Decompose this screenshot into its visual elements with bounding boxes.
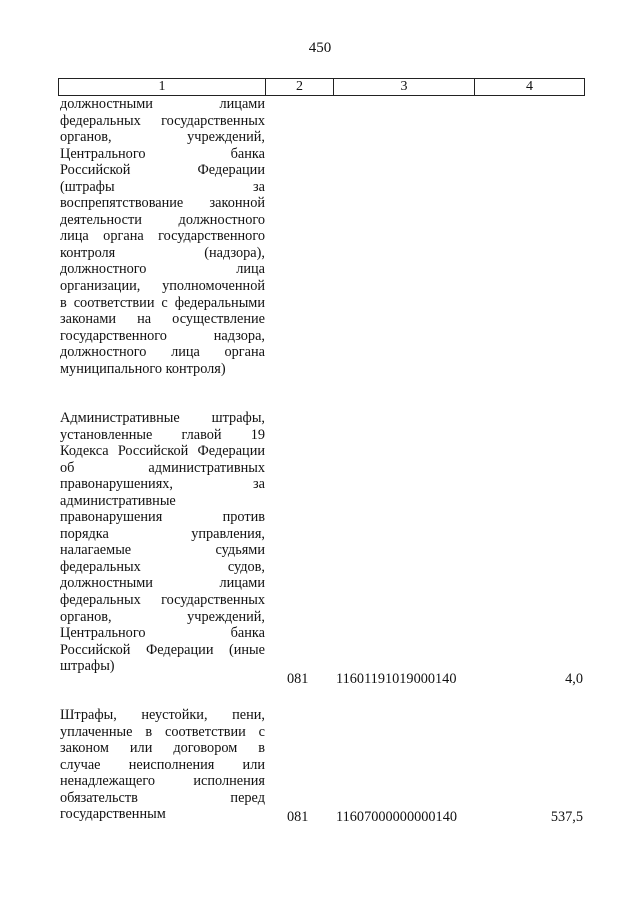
page-number: 450 <box>308 40 332 56</box>
amount: 4,0 <box>565 671 583 687</box>
description-line: государственным <box>60 806 166 823</box>
column-header-2: 2 <box>266 79 334 96</box>
column-header-3: 3 <box>334 79 475 96</box>
description-line: должностного лица <box>60 261 265 278</box>
description-line: налагаемые судьями <box>60 542 265 559</box>
description-line: организации, уполномоченной <box>60 278 265 295</box>
amount: 537,5 <box>550 809 583 825</box>
row-description <box>60 410 265 675</box>
description-line: (штрафы за <box>60 178 265 195</box>
description-line: Центрального банка <box>60 625 265 642</box>
description-line: случае неисполнения или <box>60 756 265 773</box>
admin-code: 081 <box>287 809 309 825</box>
table-header <box>58 78 585 96</box>
admin-code: 081 <box>287 671 309 687</box>
row-description <box>60 96 265 377</box>
description-line: об административных <box>60 459 265 476</box>
description-line: Административные штрафы, <box>60 410 265 426</box>
description-line: порядка управления, <box>60 525 265 542</box>
description-line: Российской Федерации <box>60 162 265 179</box>
description-line: деятельности должностного <box>60 211 265 228</box>
kbk-code: 11607000000000140 <box>336 809 457 825</box>
description-line: контроля (надзора), <box>60 244 265 261</box>
description-line: лица органа государственного <box>60 228 265 245</box>
description-line: органов, учреждений, <box>60 608 265 625</box>
description-line: воспрепятствование законной <box>60 195 265 212</box>
description-line: установленные главой 19 <box>60 426 265 443</box>
description-line: штрафы) <box>60 658 115 675</box>
description-line: федеральных государственных <box>60 592 265 609</box>
description-line: Штрафы, неустойки, пени, <box>60 707 265 723</box>
description-line: законом или договором в <box>60 740 265 757</box>
description-line: ненадлежащего исполнения <box>60 773 265 790</box>
description-line: обязательств перед <box>60 789 265 806</box>
description-line: уплаченные в соответствии с <box>60 723 265 740</box>
description-line: должностного лица органа <box>60 344 265 361</box>
description-line: федеральных судов, <box>60 558 265 575</box>
description-line: Центрального банка <box>60 145 265 162</box>
description-line: государственного надзора, <box>60 327 265 344</box>
description-line: должностными лицами <box>60 575 265 592</box>
description-line: правонарушениях, за <box>60 476 265 493</box>
description-line: Российской Федерации (иные <box>60 641 265 658</box>
column-header-4: 4 <box>475 79 585 96</box>
description-line: муниципального контроля) <box>60 360 226 377</box>
description-line: законами на осуществление <box>60 311 265 328</box>
description-line: в соответствии с федеральными <box>60 294 265 311</box>
row-description <box>60 707 265 823</box>
description-line: должностными лицами <box>60 96 265 112</box>
kbk-code: 11601191019000140 <box>336 671 457 687</box>
description-line: административные <box>60 492 176 509</box>
description-line: правонарушения против <box>60 509 265 526</box>
description-line: органов, учреждений, <box>60 129 265 146</box>
description-line: Кодекса Российской Федерации <box>60 443 265 460</box>
description-line: федеральных государственных <box>60 112 265 129</box>
column-header-1: 1 <box>59 79 266 96</box>
